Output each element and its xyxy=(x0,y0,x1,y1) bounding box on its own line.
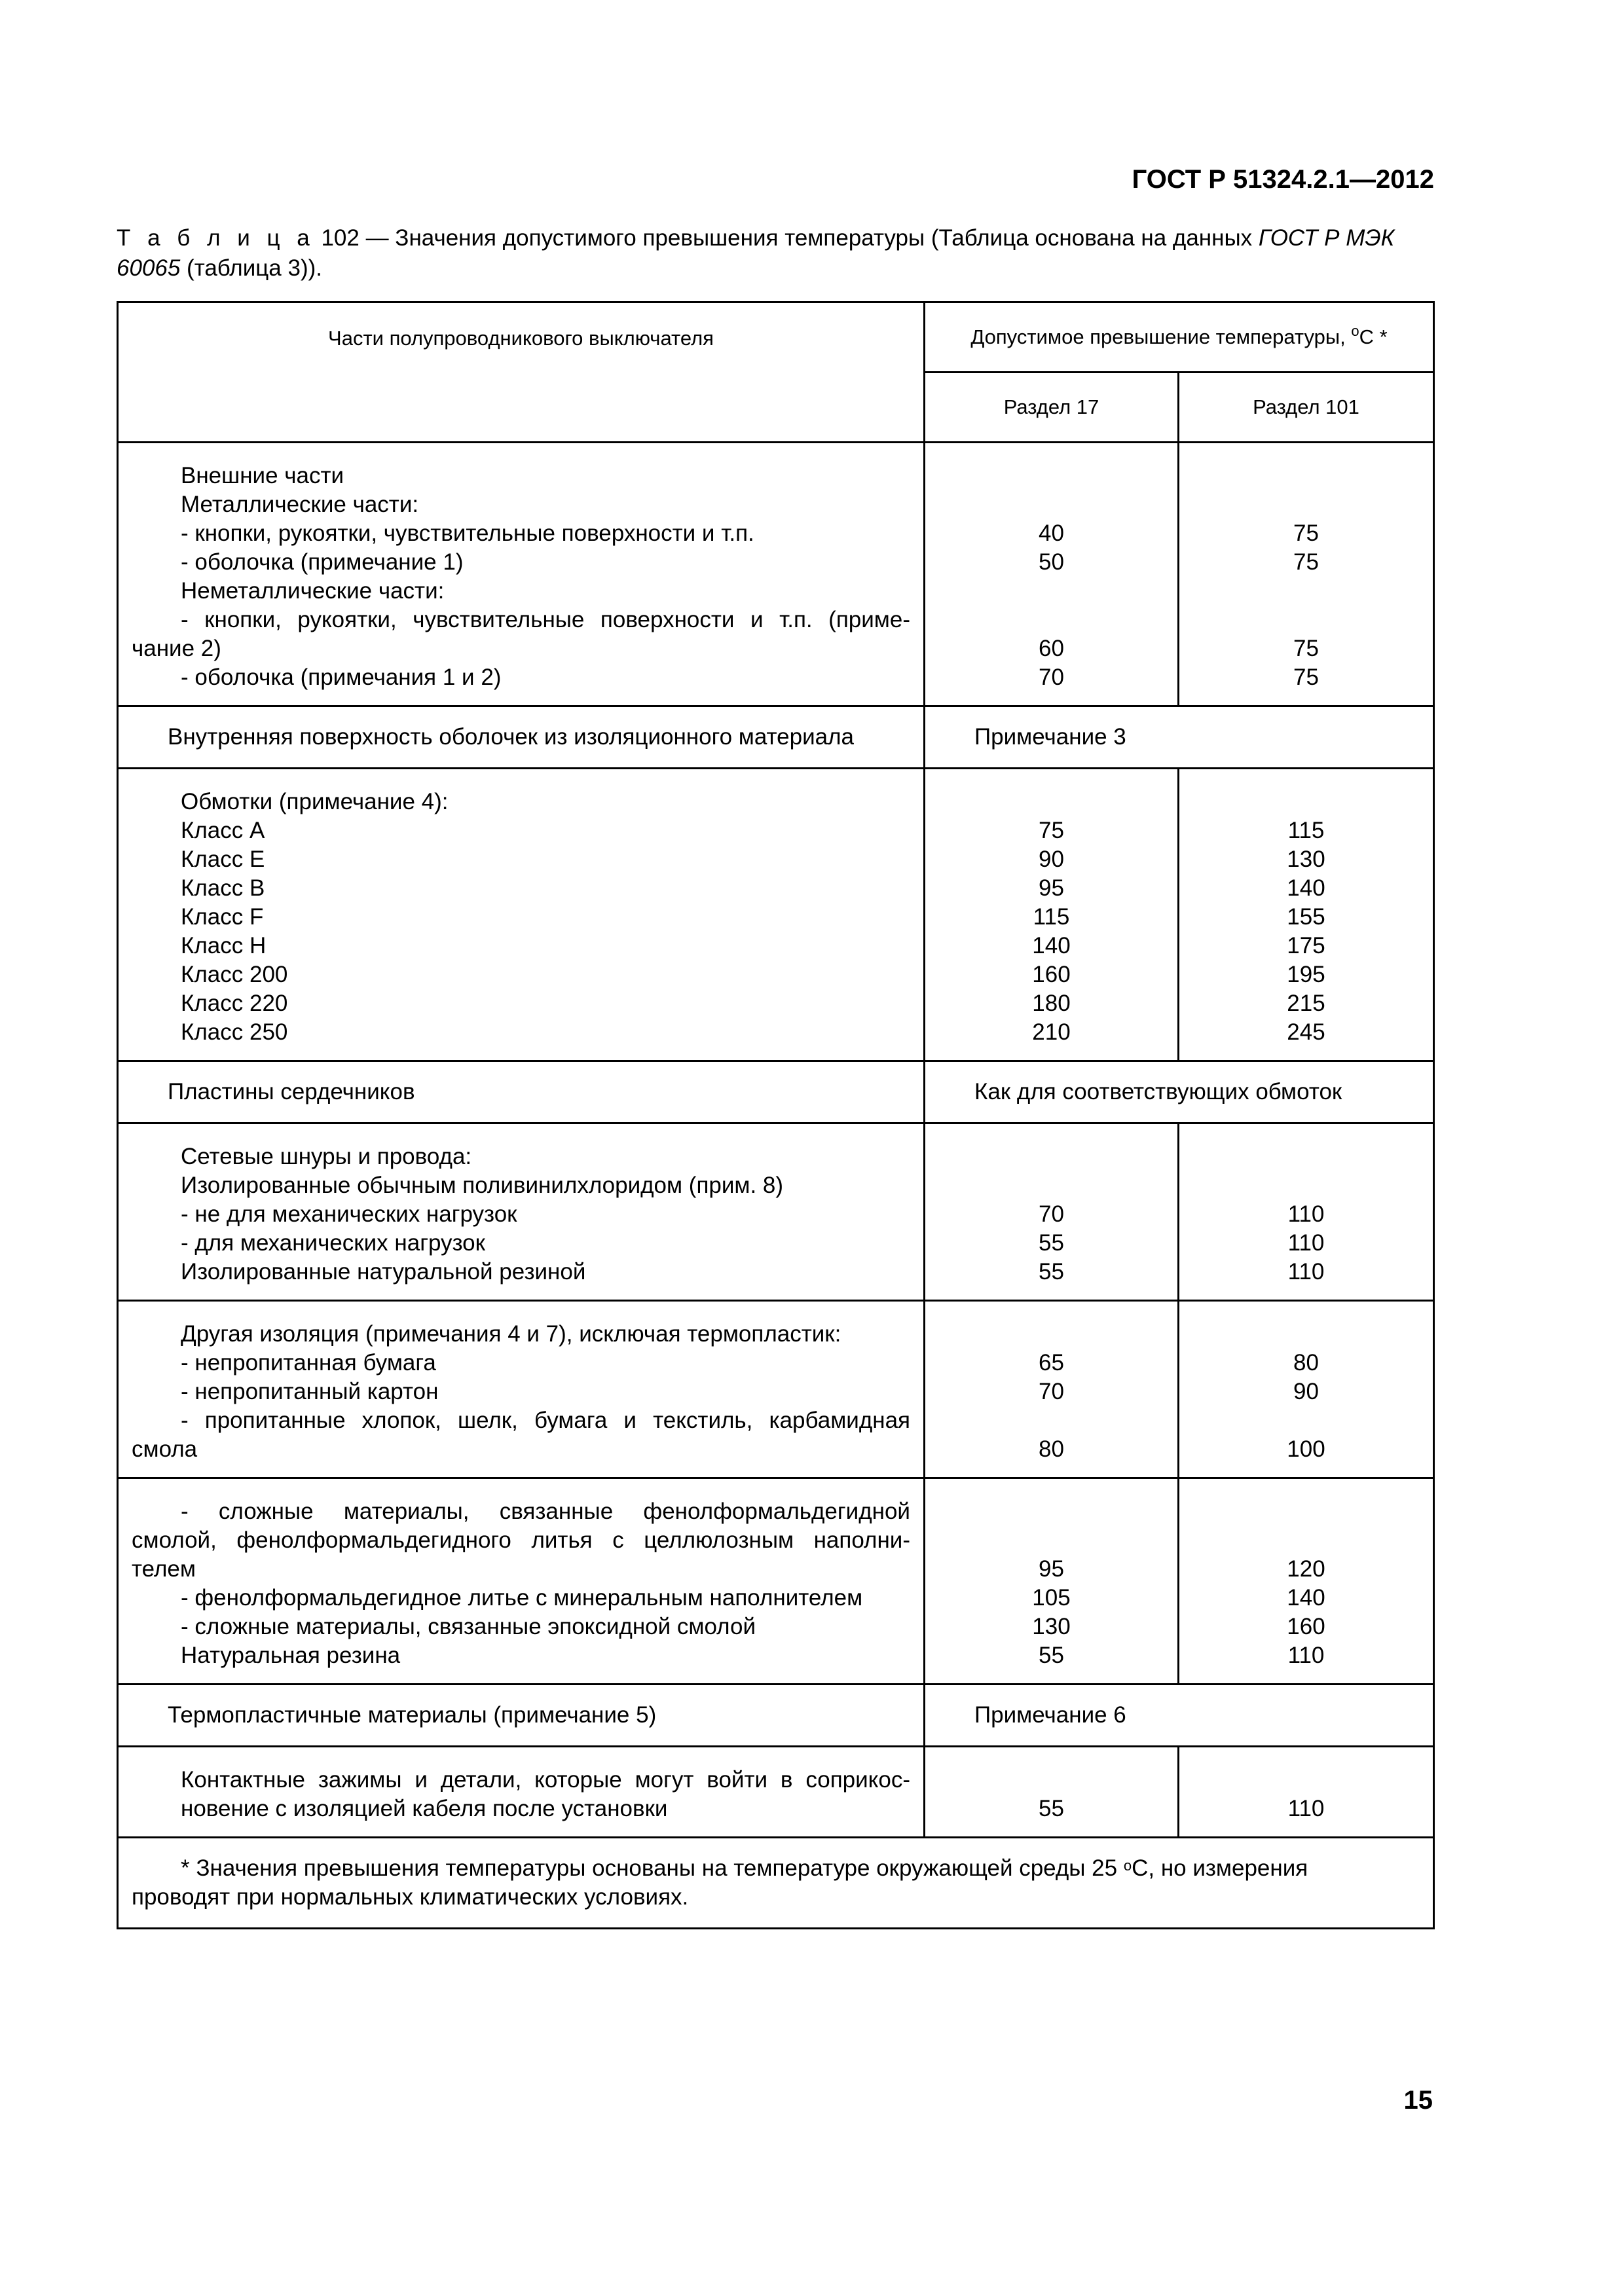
row-text: Неметаллические части: xyxy=(181,578,445,604)
row-text: новение с изоляцией кабеля после установки xyxy=(181,1796,668,1821)
cell-value: 195 xyxy=(1287,962,1325,987)
cell-value xyxy=(1179,1497,1433,1526)
cell-value: 40 xyxy=(1039,520,1064,546)
row-text: - не для механических нагрузок xyxy=(181,1201,517,1227)
cell-value: 210 xyxy=(1032,1019,1071,1045)
values-section-17 xyxy=(925,1123,1179,1301)
values-section-101 xyxy=(1179,769,1434,1061)
cell-value: 75 xyxy=(1293,636,1319,661)
cell-value xyxy=(1179,1526,1433,1555)
cell-value: 140 xyxy=(1287,1585,1325,1611)
caption-reference: ГОСТ Р МЭК 60065 xyxy=(117,225,1395,281)
table-footnote xyxy=(118,1838,1434,1929)
cell-value xyxy=(1179,1320,1433,1349)
cell-value: 75 xyxy=(1293,665,1319,690)
values-section-17 xyxy=(925,443,1179,706)
cell-value: 95 xyxy=(1039,875,1064,901)
row-text: Класс В xyxy=(181,875,265,901)
cell-value xyxy=(1179,1406,1433,1435)
cell-value: 140 xyxy=(1287,875,1325,901)
caption-label: Т а б л и ц а xyxy=(117,225,315,251)
table-row xyxy=(118,769,1434,1061)
row-inner-surface: Внутренняя поверхность оболочек из изоляционного материала xyxy=(118,706,925,769)
row-text: - оболочка (примечания 1 и 2) xyxy=(181,665,502,690)
table-row xyxy=(118,443,1434,706)
cell-value xyxy=(925,606,1177,634)
cell-value: 75 xyxy=(1039,818,1064,843)
header-section-101: Раздел 101 xyxy=(1179,373,1434,443)
table-caption xyxy=(117,223,1433,283)
row-other-insulation xyxy=(118,1301,925,1478)
row-text: Сетевые шнуры и провода: xyxy=(181,1144,472,1169)
cell-value xyxy=(925,1171,1177,1200)
table-row xyxy=(118,706,1434,769)
cell-value: 55 xyxy=(1039,1796,1064,1821)
row-text: Класс Е xyxy=(181,847,265,872)
cell-value xyxy=(1179,462,1433,490)
values-section-17 xyxy=(925,769,1179,1061)
cell-value: 60 xyxy=(1039,636,1064,661)
row-text: - фенолформальдегидное литье с минеральным наполнителем xyxy=(181,1585,863,1611)
row-composites xyxy=(118,1478,925,1685)
cell-value xyxy=(1179,490,1433,519)
header-temperature-rise: Допустимое превышение температуры, $^o$С * xyxy=(925,302,1434,373)
cell-value: 120 xyxy=(1287,1556,1325,1582)
cell-value xyxy=(925,1406,1177,1435)
row-text: Класс 200 xyxy=(181,962,288,987)
degree-sign: o xyxy=(1351,323,1359,339)
cell-value: 110 xyxy=(1287,1201,1325,1227)
cell-value xyxy=(925,1526,1177,1555)
cell-value xyxy=(925,1142,1177,1171)
cell-value: 75 xyxy=(1293,520,1319,546)
row-text: Натуральная резина xyxy=(181,1643,401,1668)
page-number: 15 xyxy=(1403,2086,1433,2115)
cell-value: 160 xyxy=(1287,1614,1325,1639)
cell-value: 110 xyxy=(1287,1796,1325,1821)
row-text: Другая изоляция (примечания 4 и 7), исключая термопластик: xyxy=(181,1321,841,1347)
row-text: - непропитанная бумага xyxy=(181,1350,436,1376)
cell-value xyxy=(925,490,1177,519)
inner-surface-value: Примечание 3 xyxy=(925,706,1434,769)
row-text: чание 2) xyxy=(132,636,221,661)
temperature-rise-table xyxy=(117,301,1435,1929)
row-thermoplastic: Термопластичные материалы (примечание 5) xyxy=(118,1685,925,1747)
cell-value: 140 xyxy=(1032,933,1071,958)
row-text: Внешние части xyxy=(181,463,344,488)
values-section-101 xyxy=(1179,1478,1434,1685)
caption-text: 102 — Значения допустимого превышения температуры (Таблица основана на данных xyxy=(314,225,1259,251)
row-text: - кнопки, рукоятки, чувствительные поверхности и т.п. xyxy=(181,520,754,546)
row-text: Изолированные натуральной резиной xyxy=(181,1259,586,1285)
footnote-line: проводят при нормальных климатических условиях. xyxy=(132,1884,689,1910)
row-text: - сложные материалы, связанные фенолформальдегидной xyxy=(181,1499,910,1524)
cell-value: 115 xyxy=(1287,818,1325,843)
cell-value: 70 xyxy=(1039,1379,1064,1404)
cell-value: 110 xyxy=(1287,1230,1325,1256)
row-cords xyxy=(118,1123,925,1301)
row-text: Изолированные обычным поливинилхлоридом (прим. 8) xyxy=(181,1173,784,1198)
cell-value: 245 xyxy=(1287,1019,1325,1045)
footnote-line: * Значения превышения температуры основаны на температуре окружающей среды 25 $^o$С, но измерения xyxy=(181,1855,1308,1881)
cell-value: 75 xyxy=(1293,549,1319,575)
table-row xyxy=(118,1478,1434,1685)
row-text: - сложные материалы, связанные эпоксидной смолой xyxy=(181,1614,756,1639)
row-text: смола xyxy=(132,1436,198,1462)
cell-value: 100 xyxy=(1287,1436,1325,1462)
cell-value: 110 xyxy=(1287,1259,1325,1285)
values-section-101 xyxy=(1179,1301,1434,1478)
values-section-101 xyxy=(1179,1123,1434,1301)
cell-value xyxy=(925,577,1177,606)
table-row xyxy=(118,1301,1434,1478)
values-section-101 xyxy=(1179,1747,1434,1838)
row-text: Класс Н xyxy=(181,933,267,958)
row-terminals xyxy=(118,1747,925,1838)
cell-value: 110 xyxy=(1287,1643,1325,1668)
row-text: Класс А xyxy=(181,818,265,843)
cell-value xyxy=(1179,577,1433,606)
row-text: Контактные зажимы и детали, которые могут войти в соприкос- xyxy=(181,1767,910,1793)
values-section-17 xyxy=(925,1301,1179,1478)
row-text: Класс 250 xyxy=(181,1019,288,1045)
values-section-17 xyxy=(925,1747,1179,1838)
cell-value: 95 xyxy=(1039,1556,1064,1582)
cell-value: 105 xyxy=(1032,1585,1071,1611)
core-plates-value: Как для соответствующих обмоток xyxy=(925,1061,1434,1123)
row-text: - пропитанные хлопок, шелк, бумага и текстиль, карбамидная xyxy=(181,1408,910,1433)
cell-value: 55 xyxy=(1039,1259,1064,1285)
cell-value: 90 xyxy=(1039,847,1064,872)
cell-value: 180 xyxy=(1032,991,1071,1016)
table-row xyxy=(118,1061,1434,1123)
cell-value xyxy=(1179,788,1433,816)
cell-value: 175 xyxy=(1287,933,1325,958)
table-row xyxy=(118,1747,1434,1838)
cell-value: 70 xyxy=(1039,665,1064,690)
row-text: - оболочка (примечание 1) xyxy=(181,549,464,575)
values-section-17 xyxy=(925,1478,1179,1685)
cell-value: 55 xyxy=(1039,1230,1064,1256)
cell-value: 80 xyxy=(1039,1436,1064,1462)
values-section-101 xyxy=(1179,443,1434,706)
cell-value xyxy=(925,788,1177,816)
row-text: - кнопки, рукоятки, чувствительные поверхности и т.п. (приме- xyxy=(181,607,910,632)
cell-value: 90 xyxy=(1293,1379,1319,1404)
table-row xyxy=(118,1685,1434,1747)
row-text: смолой, фенолформальдегидного литья с целлюлозным наполни- xyxy=(132,1527,910,1553)
header-section-17: Раздел 17 xyxy=(925,373,1179,443)
standard-designation: ГОСТ Р 51324.2.1—2012 xyxy=(1132,165,1434,194)
cell-value: 160 xyxy=(1032,962,1071,987)
cell-value xyxy=(925,1766,1177,1795)
cell-value xyxy=(925,1320,1177,1349)
row-text: Металлические части: xyxy=(181,492,419,517)
cell-value: 155 xyxy=(1287,904,1325,930)
row-text: - непропитанный картон xyxy=(181,1379,439,1404)
row-text: - для механических нагрузок xyxy=(181,1230,485,1256)
cell-value: 130 xyxy=(1032,1614,1071,1639)
row-text: телем xyxy=(132,1556,196,1582)
cell-value xyxy=(1179,1766,1433,1795)
degree-sign: o xyxy=(1123,1857,1132,1874)
cell-value: 130 xyxy=(1287,847,1325,872)
cell-value xyxy=(925,462,1177,490)
cell-value: 80 xyxy=(1293,1350,1319,1376)
row-core-plates: Пластины сердечников xyxy=(118,1061,925,1123)
cell-value xyxy=(925,1497,1177,1526)
table-footnote-row xyxy=(118,1838,1434,1929)
caption-text-end: (таблица 3)). xyxy=(180,255,322,281)
row-text: Класс 220 xyxy=(181,991,288,1016)
table-row xyxy=(118,1123,1434,1301)
thermoplastic-value: Примечание 6 xyxy=(925,1685,1434,1747)
header-parts: Части полупроводникового выключателя xyxy=(118,302,925,443)
cell-value xyxy=(1179,1171,1433,1200)
row-windings xyxy=(118,769,925,1061)
row-text: Класс F xyxy=(181,904,264,930)
cell-value xyxy=(1179,606,1433,634)
row-external-parts xyxy=(118,443,925,706)
cell-value: 50 xyxy=(1039,549,1064,575)
cell-value: 70 xyxy=(1039,1201,1064,1227)
cell-value: 115 xyxy=(1033,904,1070,930)
cell-value xyxy=(1179,1142,1433,1171)
cell-value: 215 xyxy=(1287,991,1325,1016)
row-text: Обмотки (примечание 4): xyxy=(181,789,449,814)
cell-value: 55 xyxy=(1039,1643,1064,1668)
cell-value: 65 xyxy=(1039,1350,1064,1376)
